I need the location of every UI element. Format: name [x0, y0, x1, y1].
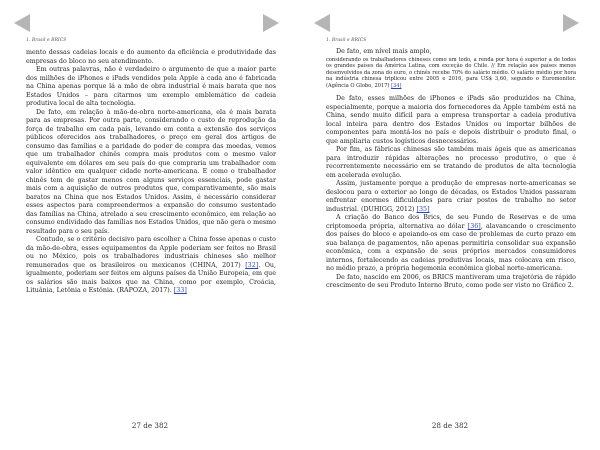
paragraph: [26, 236, 276, 296]
paragraph: Por fim, as fábricas chinesas são também mais ágeis que as americanas para introduzir rápidas alterações no processo produtivo, o que é recorrentemente necessário em se tratando de produtos de alta tecnologia em acelerada evolução.: [326, 146, 576, 179]
paragraph-text: Assim, justamente porque a produção de empresas norte-americanas se deslocou para o exterior ao longo de décadas, os Estados Unidos passaram enfrentar enormes dificuldades para criar postos de trabalho no setor industrial. (DUHIGG, 2012): [326, 180, 576, 213]
next-page-icon[interactable]: [563, 14, 579, 32]
footnote-link[interactable]: [35]: [416, 205, 430, 213]
prev-page-icon[interactable]: [14, 14, 30, 32]
paragraph-text: . Ou, igualmente, poderiam ser feitos em alguns países da União Europeia, em que os salários são mais baixos que na China, como por exemplo, Croácia, Lituânia, Letônia e Estônia. (RAPOZA, 2017).: [26, 261, 276, 294]
paragraph: [326, 180, 576, 214]
page-text: [326, 48, 576, 291]
paragraph-text: A criação do Banco dos Brics, de seu Fundo de Reservas e de uma criptomoeda própria, alternativa ao dólar: [326, 214, 576, 230]
running-head: 1. Brasil e BRICS: [26, 38, 67, 43]
paragraph-text: , alavancando o crescimento dos países do bloco e apoiando-os em caso de problemas de curto prazo em sua balança de pagamentos, não apenas permitiria consolidar sua expansão econômica, com a expansão de seus próprios mercados consumidores internos, fortalecendo as cadeias produtivas locais, mas colocava em risco, no médio prazo, a própria hegemonia econômica global norte-americana.: [326, 222, 576, 273]
footnote-link[interactable]: [36]: [467, 222, 481, 230]
quote-text: considerando os trabalhadores chineses como um todo, a renda por hora é superior a de todos os grandes países da América Latina, com exceção do Chile. // Em relação aos países menos desenvolvidos da zona do euro, o chinês recebe 70% do salário médio. O salário médio por hora na indústria chinesa triplicou entre 2005 e 2016, para US$ 3,60, segundo o Euromonitor. (Agência O Globo, 2017): [326, 56, 576, 89]
running-head: 1. Brasil e BRICS: [326, 38, 367, 43]
right-page: [300, 0, 600, 450]
page-number: 27 de 382: [131, 421, 169, 430]
next-page-icon[interactable]: [263, 14, 279, 32]
footnote-link[interactable]: [34]: [391, 82, 402, 89]
paragraph: De fato, esses milhões de iPhones e iPads são produzidos na China, especialmente, porque a maioria dos fornecedores da Apple também está na China, sendo muito difícil para a empresa transportar a cadeia produtiva local inteira para dentro dos Estados Unidos ou importar bilhões de componentes para montá-los no país e depois distribuir o produto final, o que ampliaria custos logísticos desnecessários.: [326, 95, 576, 145]
paragraph: De fato, em nível mais amplo,: [336, 48, 432, 55]
page-text: [26, 49, 276, 296]
paragraph-text: Contudo, se o critério decisivo para escolher a China fosse apenas o custo da mão-de-obra, esses equipamentos da Apple poderiam ser feitos no Brasil ou no México, pois os trabalhadores industriais chineses são melhor remunerados que os brasileiros ou mexicanos (CHINA, 2017): [26, 236, 276, 269]
paragraph: De fato, nascido em 2006, os BRICS mantiveram uma trajetória de rápido crescimento de seu Produto Interno Bruto, como pode ser visto no Gráfico 2.: [326, 273, 576, 290]
paragraph: mento dessas cadeias locais e do aumento da eficiência e produtividade das empresas do bloco no seu atendimento.: [26, 49, 276, 65]
block-quote: [326, 57, 576, 90]
prev-page-icon[interactable]: [314, 14, 330, 32]
footnote-link[interactable]: [33]: [173, 287, 187, 294]
paragraph: Em outras palavras, não é verdadeiro o argumento de que a maior parte dos milhões de iPhones e iPads vendidos pela Apple a cada ano é fabricada na China apenas porque lá a mão de obra industrial é mais barata que nos Estados Unidos – para citarmos um exemplo emblemático de cadeia produtiva local de alta tecnologia.: [26, 66, 276, 107]
footnote-link[interactable]: [32]: [245, 261, 259, 269]
page-number: 28 de 382: [431, 421, 469, 430]
paragraph: [326, 214, 576, 274]
paragraph: De fato, em relação à mão-de-obra norte-americana, ela é mais barata para as empresas. Por outra parte, considerando o custo de reprodução da força de trabalho em cada país, levando em conta a extensão dos serviços públicos oferecidos aos trabalhadores, o preço em geral dos artigos de consumo das famílias e a paridade do poder de compra das moedas, vemos que um trabalhador chinês compra mais produtos com o mesmo valor equivalente em dólares em seu país do que compraria um trabalhador com valor idêntico em qualquer cidade norte-americana. E como o trabalhador chinês tem de gastar menos com alguns serviços essenciais, pode gastar mais com a aquisição de outros produtos que, comparativamente, são mais baratos na China que nos Estados Unidos. Assim, é necessário considerar esses aspectos para compreendermos a expansão do consumo sustentado das famílias na China, atrelado a seu crescimento econômico, em relação ao consumo endividado das famílias nos Estados Unidos, que não gera o mesmo resultado para o seu país.: [26, 108, 276, 235]
